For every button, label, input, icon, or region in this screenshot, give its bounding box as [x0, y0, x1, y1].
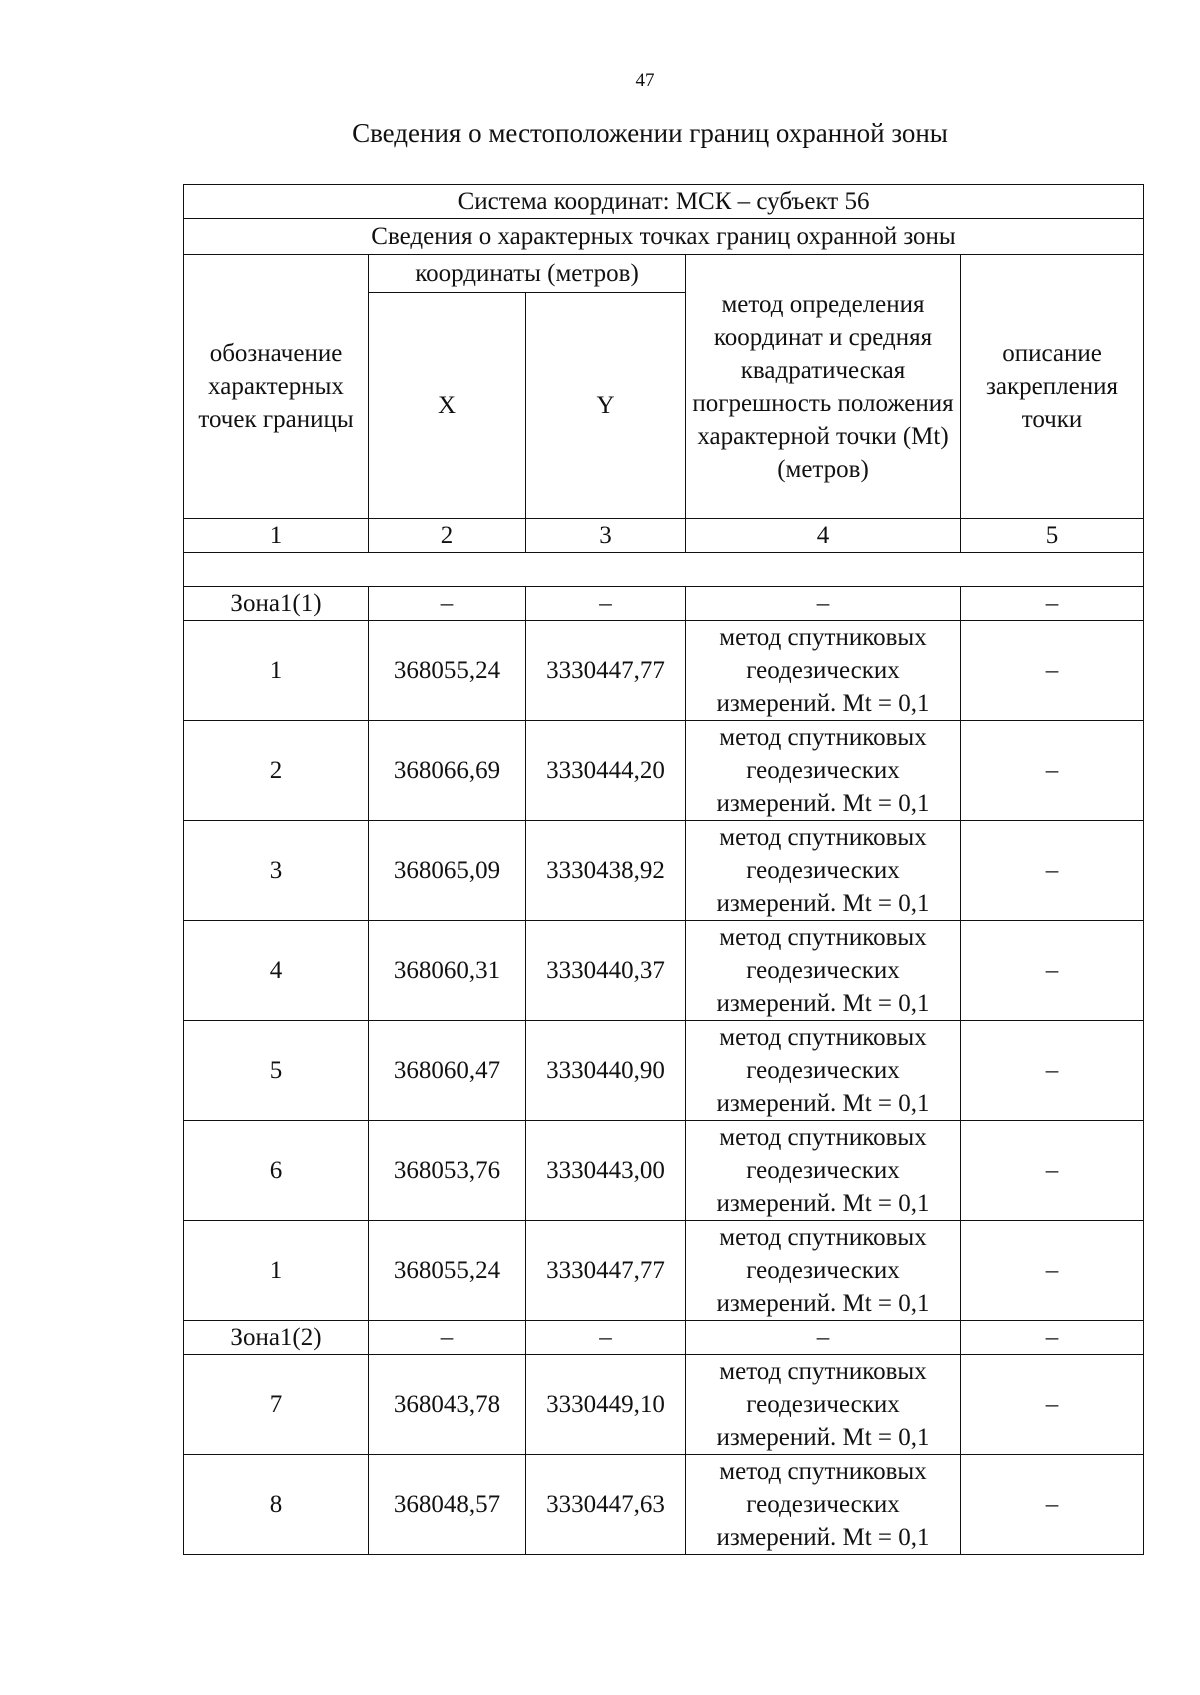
page-number: 47 [635, 70, 655, 91]
point-x: 368055,24 [369, 621, 526, 721]
point-method: метод спутниковых геодезических измерений. Mt = 0,1 [686, 721, 961, 821]
zone-dash: – [526, 1321, 686, 1355]
point-y: 3330440,37 [526, 921, 686, 1021]
column-number: 4 [686, 519, 961, 553]
column-number: 1 [184, 519, 369, 553]
point-y: 3330438,92 [526, 821, 686, 921]
point-id: 7 [184, 1355, 369, 1455]
column-number: 3 [526, 519, 686, 553]
section-title-cell: Сведения о характерных точках границ охранной зоны [184, 219, 1144, 255]
point-row [184, 921, 1144, 1021]
point-id: 2 [184, 721, 369, 821]
point-y: 3330447,77 [526, 621, 686, 721]
point-row [184, 721, 1144, 821]
point-x: 368065,09 [369, 821, 526, 921]
point-x: 368048,57 [369, 1455, 526, 1555]
point-description: – [961, 721, 1144, 821]
zone-row [184, 1321, 1144, 1355]
zone-dash: – [686, 1321, 961, 1355]
point-method: метод спутниковых геодезических измерений. Mt = 0,1 [686, 1021, 961, 1121]
header-x: X [369, 293, 526, 519]
point-y: 3330449,10 [526, 1355, 686, 1455]
point-description: – [961, 921, 1144, 1021]
header-method: метод определения координат и средняя квадратическая погрешность положения характерной точки (Mt) (метров) [686, 255, 961, 519]
point-description: – [961, 1121, 1144, 1221]
point-method: метод спутниковых геодезических измерений. Mt = 0,1 [686, 1221, 961, 1321]
point-y: 3330440,90 [526, 1021, 686, 1121]
header-coordinates: координаты (метров) [369, 255, 686, 293]
point-description: – [961, 1455, 1144, 1555]
point-method: метод спутниковых геодезических измерений. Mt = 0,1 [686, 621, 961, 721]
point-description: – [961, 1355, 1144, 1455]
point-row [184, 821, 1144, 921]
point-row [184, 1021, 1144, 1121]
point-y: 3330447,77 [526, 1221, 686, 1321]
point-x: 368043,78 [369, 1355, 526, 1455]
coordinates-table [183, 184, 1144, 1555]
coord-system-cell: Система координат: МСК – субъект 56 [184, 185, 1144, 219]
point-row [184, 1121, 1144, 1221]
point-method: метод спутниковых геодезических измерений. Mt = 0,1 [686, 1455, 961, 1555]
point-id: 3 [184, 821, 369, 921]
point-id: 4 [184, 921, 369, 1021]
point-method: метод спутниковых геодезических измерений. Mt = 0,1 [686, 921, 961, 1021]
zone-label: Зона1(1) [184, 587, 369, 621]
point-description: – [961, 621, 1144, 721]
spacer-row [184, 553, 1144, 587]
spacer-cell [184, 553, 1144, 587]
header-point-designation: обозначение характерных точек границы [184, 255, 369, 519]
point-x: 368060,47 [369, 1021, 526, 1121]
zone-row [184, 587, 1144, 621]
column-number: 2 [369, 519, 526, 553]
point-row [184, 621, 1144, 721]
point-description: – [961, 1221, 1144, 1321]
zone-dash: – [526, 587, 686, 621]
point-description: – [961, 821, 1144, 921]
column-numbers-row [184, 519, 1144, 553]
point-description: – [961, 1021, 1144, 1121]
point-id: 1 [184, 621, 369, 721]
header-description: описание закрепления точки [961, 255, 1144, 519]
point-row [184, 1221, 1144, 1321]
point-x: 368055,24 [369, 1221, 526, 1321]
point-method: метод спутниковых геодезических измерений. Mt = 0,1 [686, 821, 961, 921]
header-y: Y [526, 293, 686, 519]
point-x: 368066,69 [369, 721, 526, 821]
point-row [184, 1355, 1144, 1455]
point-id: 8 [184, 1455, 369, 1555]
column-number: 5 [961, 519, 1144, 553]
point-y: 3330444,20 [526, 721, 686, 821]
zone-label: Зона1(2) [184, 1321, 369, 1355]
zone-dash: – [686, 587, 961, 621]
point-y: 3330443,00 [526, 1121, 686, 1221]
zone-dash: – [961, 587, 1144, 621]
point-x: 368060,31 [369, 921, 526, 1021]
point-method: метод спутниковых геодезических измерений. Mt = 0,1 [686, 1355, 961, 1455]
point-id: 5 [184, 1021, 369, 1121]
point-row [184, 1455, 1144, 1555]
zone-dash: – [369, 587, 526, 621]
document-title: Сведения о местоположении границ охранной зоны [352, 118, 948, 148]
zone-dash: – [369, 1321, 526, 1355]
zone-dash: – [961, 1321, 1144, 1355]
point-method: метод спутниковых геодезических измерений. Mt = 0,1 [686, 1121, 961, 1221]
point-x: 368053,76 [369, 1121, 526, 1221]
point-y: 3330447,63 [526, 1455, 686, 1555]
point-id: 1 [184, 1221, 369, 1321]
point-id: 6 [184, 1121, 369, 1221]
